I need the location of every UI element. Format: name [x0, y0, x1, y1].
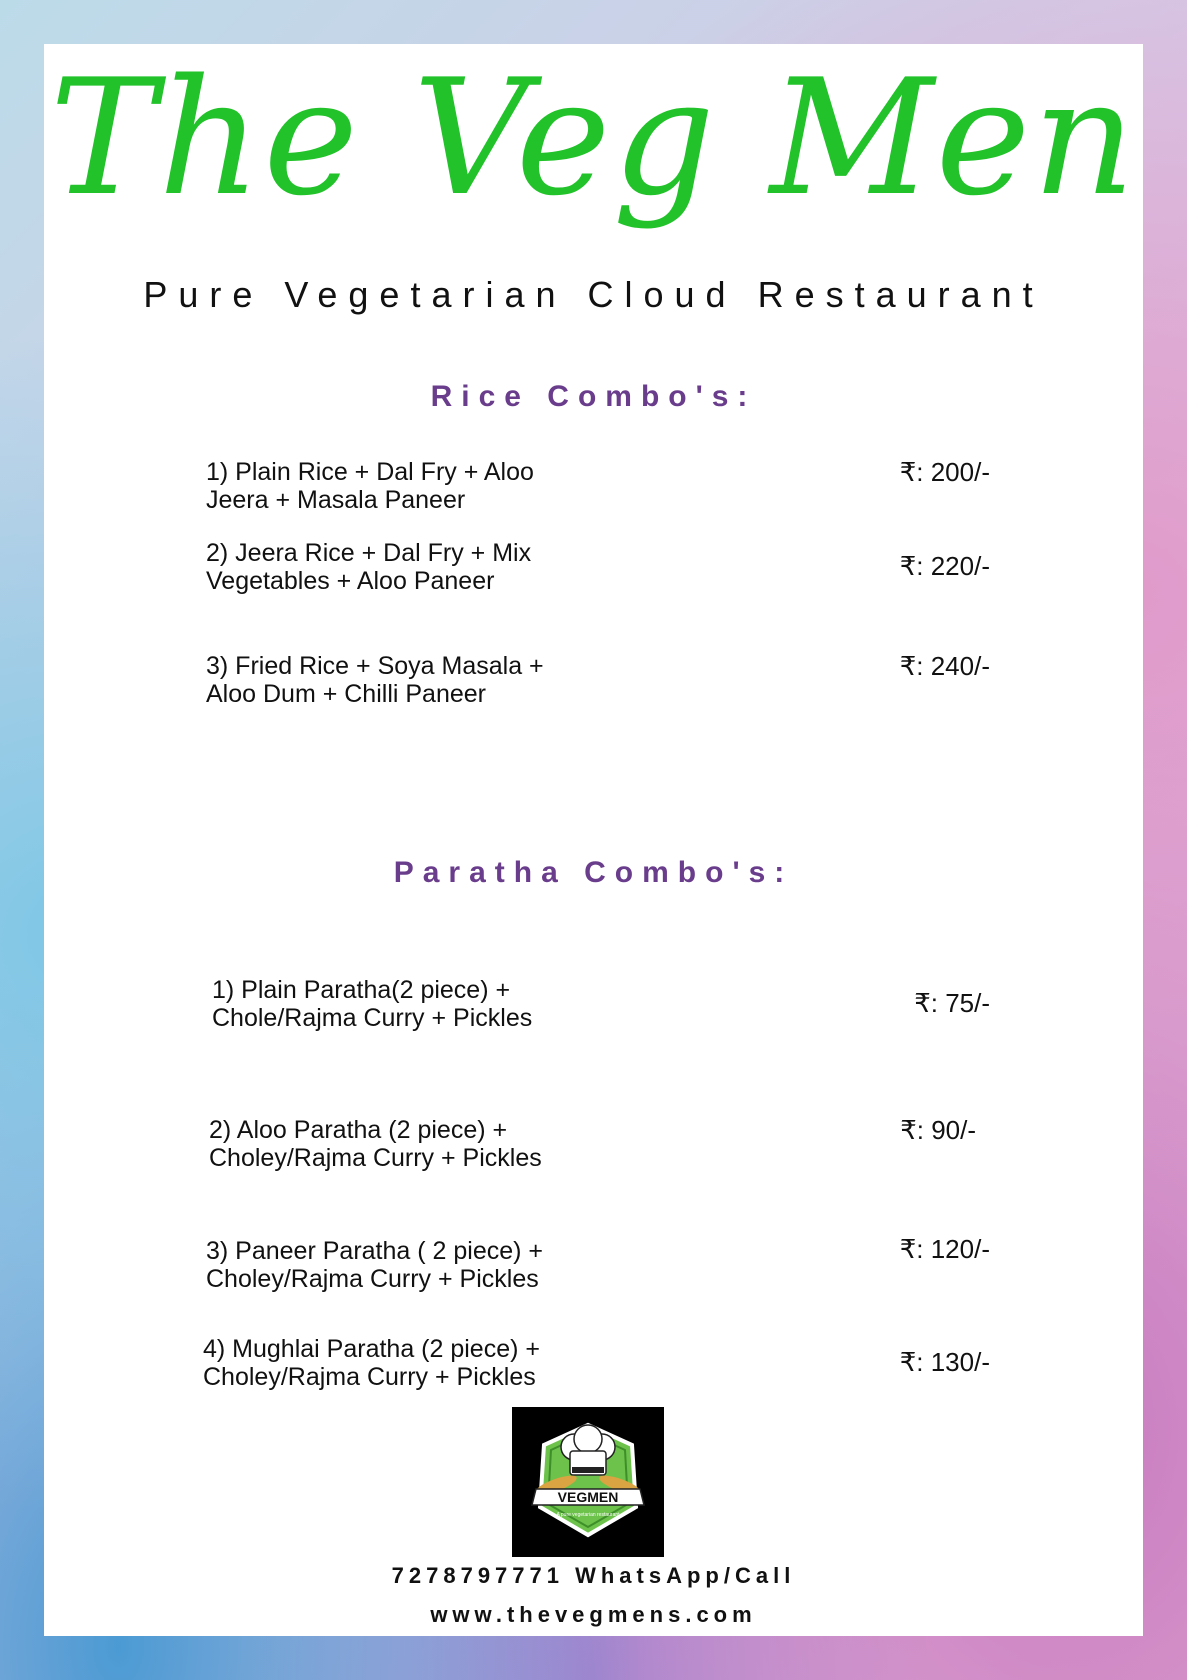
paratha-item-2-price: ₹: 90/-: [900, 1115, 976, 1145]
website-link[interactable]: www.thevegmens.com: [430, 1602, 757, 1627]
restaurant-subtitle: Pure Vegetarian Cloud Restaurant: [143, 274, 1044, 315]
rice-section-heading: Rice Combo's:: [430, 380, 757, 413]
paratha-item-2: [209, 1116, 629, 1172]
paratha-item-1-price: ₹: 75/-: [914, 988, 990, 1018]
logo-wordmark: VEGMEN: [557, 1489, 619, 1505]
rice-item-1: [206, 458, 626, 514]
rice-item-3-price: ₹: 240/-: [899, 651, 990, 681]
restaurant-title: The Veg Men: [49, 44, 1138, 231]
paratha-item-1-line2: Chole/Rajma Curry + Pickles: [212, 1004, 533, 1032]
paratha-section-heading: Paratha Combo's:: [393, 856, 794, 889]
paratha-item-3-price: ₹: 120/-: [899, 1234, 990, 1264]
contact-phone: 7278797771 WhatsApp/Call: [391, 1563, 796, 1588]
paratha-item-3: [206, 1237, 626, 1293]
rice-item-2: [206, 539, 626, 595]
paratha-item-2-line1: 2) Aloo Paratha (2 piece) +: [209, 1116, 508, 1144]
rice-item-3-line1: 3) Fried Rice + Soya Masala +: [206, 652, 544, 680]
paratha-item-1: [212, 976, 632, 1032]
rice-item-1-price: ₹: 200/-: [899, 457, 990, 487]
paratha-item-4-line2: Choley/Rajma Curry + Pickles: [203, 1363, 536, 1391]
paratha-item-3-line1: 3) Paneer Paratha ( 2 piece) +: [206, 1237, 543, 1265]
rice-item-3-line2: Aloo Dum + Chilli Paneer: [206, 680, 486, 708]
rice-item-2-line1: 2) Jeera Rice + Dal Fry + Mix: [206, 539, 532, 567]
chef-hat-logo-icon: [512, 1407, 664, 1557]
rice-item-2-line2: Vegetables + Aloo Paneer: [206, 567, 495, 595]
paratha-item-1-line1: 1) Plain Paratha(2 piece) +: [212, 976, 511, 1004]
rice-item-3: [206, 652, 626, 708]
rice-item-2-price: ₹: 220/-: [899, 551, 990, 581]
paratha-item-4: [203, 1335, 623, 1391]
paratha-item-4-line1: 4) Mughlai Paratha (2 piece) +: [203, 1335, 540, 1363]
rice-item-1-line2: Jeera + Masala Paneer: [206, 486, 466, 514]
paratha-item-4-price: ₹: 130/-: [899, 1347, 990, 1377]
paratha-item-2-line2: Choley/Rajma Curry + Pickles: [209, 1144, 542, 1172]
rice-item-1-line1: 1) Plain Rice + Dal Fry + Aloo: [206, 458, 534, 486]
paratha-item-3-line2: Choley/Rajma Curry + Pickles: [206, 1265, 539, 1293]
vegmen-logo: [512, 1407, 664, 1557]
logo-tagline: A pure vegetarian restaurant: [556, 1512, 620, 1518]
